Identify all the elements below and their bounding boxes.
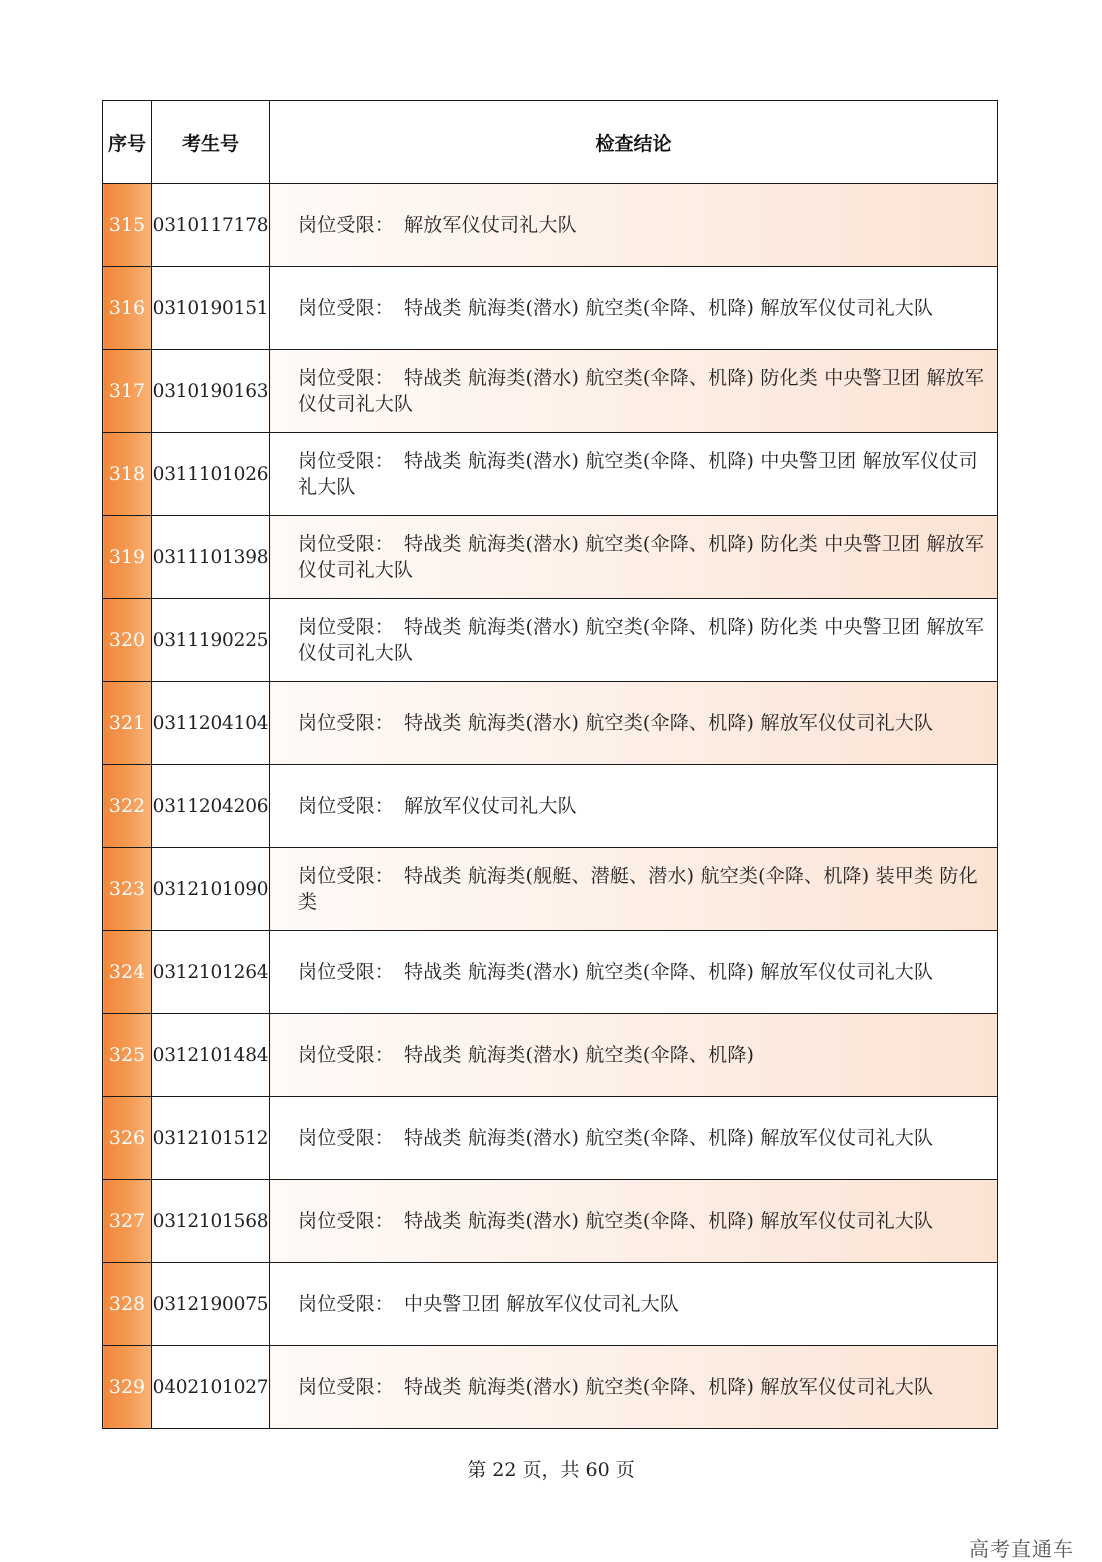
page-number: 第 22 页，共 60 页 — [467, 1459, 635, 1481]
result-prefix: 岗位受限： — [298, 616, 395, 638]
inspection-result-table — [102, 100, 998, 1429]
result-prefix: 岗位受限： — [298, 1210, 395, 1232]
exam-id-cell: 0310190151 — [152, 267, 270, 350]
header-seq: 序号 — [103, 101, 152, 184]
result-cell — [270, 682, 998, 765]
result-prefix: 岗位受限： — [298, 450, 395, 472]
result-prefix: 岗位受限： — [298, 795, 395, 817]
seq-cell: 321 — [103, 682, 152, 765]
seq-cell: 315 — [103, 184, 152, 267]
result-cell — [270, 1180, 998, 1263]
exam-id-cell: 0311204206 — [152, 765, 270, 848]
result-detail: 特战类 航海类(潜水) 航空类(伞降、机降) 解放军仪仗司礼大队 — [404, 1127, 934, 1149]
result-detail: 特战类 航海类(潜水) 航空类(伞降、机降) 解放军仪仗司礼大队 — [404, 961, 934, 983]
header-exam-id: 考生号 — [152, 101, 270, 184]
exam-id-cell: 0311101398 — [152, 516, 270, 599]
table-row — [103, 1180, 998, 1263]
result-prefix: 岗位受限： — [298, 533, 395, 555]
result-prefix: 岗位受限： — [298, 865, 395, 887]
table-row — [103, 516, 998, 599]
table-row — [103, 1346, 998, 1429]
result-prefix: 岗位受限： — [298, 1293, 395, 1315]
result-detail: 特战类 航海类(潜水) 航空类(伞降、机降) 中央警卫团 解放军仪仗司礼大队 — [298, 450, 978, 498]
result-detail: 特战类 航海类(潜水) 航空类(伞降、机降) 防化类 中央警卫团 解放军仪仗司礼大队 — [298, 616, 985, 664]
table-row — [103, 350, 998, 433]
result-prefix: 岗位受限： — [298, 297, 395, 319]
seq-cell: 320 — [103, 599, 152, 682]
seq-cell: 317 — [103, 350, 152, 433]
table-row — [103, 765, 998, 848]
result-cell — [270, 516, 998, 599]
result-cell — [270, 1097, 998, 1180]
result-cell — [270, 184, 998, 267]
exam-id-cell: 0311204104 — [152, 682, 270, 765]
table-header-row — [103, 101, 998, 184]
result-cell — [270, 1014, 998, 1097]
seq-cell: 327 — [103, 1180, 152, 1263]
exam-id-cell: 0312101568 — [152, 1180, 270, 1263]
table-row — [103, 1014, 998, 1097]
result-detail: 特战类 航海类(潜水) 航空类(伞降、机降) 解放军仪仗司礼大队 — [404, 1210, 934, 1232]
seq-cell: 316 — [103, 267, 152, 350]
seq-cell: 322 — [103, 765, 152, 848]
result-detail: 中央警卫团 解放军仪仗司礼大队 — [404, 1293, 680, 1315]
table-row — [103, 1097, 998, 1180]
exam-id-cell: 0311190225 — [152, 599, 270, 682]
table-row — [103, 433, 998, 516]
exam-id-cell: 0311101026 — [152, 433, 270, 516]
table-row — [103, 599, 998, 682]
table-row — [103, 1263, 998, 1346]
result-cell — [270, 1263, 998, 1346]
seq-cell: 329 — [103, 1346, 152, 1429]
exam-id-cell: 0312101090 — [152, 848, 270, 931]
header-result: 检查结论 — [270, 101, 998, 184]
result-cell — [270, 433, 998, 516]
result-detail: 特战类 航海类(潜水) 航空类(伞降、机降) 防化类 中央警卫团 解放军仪仗司礼大队 — [298, 367, 985, 415]
result-detail: 特战类 航海类(潜水) 航空类(伞降、机降) 解放军仪仗司礼大队 — [404, 1376, 934, 1398]
result-cell — [270, 267, 998, 350]
seq-cell: 326 — [103, 1097, 152, 1180]
result-detail: 特战类 航海类(潜水) 航空类(伞降、机降) 解放军仪仗司礼大队 — [404, 297, 934, 319]
result-prefix: 岗位受限： — [298, 1376, 395, 1398]
result-detail: 特战类 航海类(潜水) 航空类(伞降、机降) — [404, 1044, 755, 1066]
seq-cell: 328 — [103, 1263, 152, 1346]
result-cell — [270, 931, 998, 1014]
seq-cell: 325 — [103, 1014, 152, 1097]
result-detail: 特战类 航海类(舰艇、潜艇、潜水) 航空类(伞降、机降) 装甲类 防化类 — [298, 865, 978, 913]
result-detail: 特战类 航海类(潜水) 航空类(伞降、机降) 防化类 中央警卫团 解放军仪仗司礼大队 — [298, 533, 985, 581]
exam-id-cell: 0312101264 — [152, 931, 270, 1014]
exam-id-cell: 0312190075 — [152, 1263, 270, 1346]
result-detail: 特战类 航海类(潜水) 航空类(伞降、机降) 解放军仪仗司礼大队 — [404, 712, 934, 734]
result-cell — [270, 848, 998, 931]
seq-cell: 323 — [103, 848, 152, 931]
table-row — [103, 682, 998, 765]
table-row — [103, 267, 998, 350]
result-cell — [270, 1346, 998, 1429]
table-row — [103, 931, 998, 1014]
result-cell — [270, 765, 998, 848]
result-cell — [270, 599, 998, 682]
result-prefix: 岗位受限： — [298, 1044, 395, 1066]
exam-id-cell: 0312101484 — [152, 1014, 270, 1097]
result-detail: 解放军仪仗司礼大队 — [404, 795, 577, 817]
exam-id-cell: 0310117178 — [152, 184, 270, 267]
table-row — [103, 184, 998, 267]
table-body — [103, 184, 998, 1429]
watermark-text: 高考直通车 — [969, 1537, 1074, 1561]
seq-cell: 324 — [103, 931, 152, 1014]
result-prefix: 岗位受限： — [298, 712, 395, 734]
result-prefix: 岗位受限： — [298, 961, 395, 983]
exam-id-cell: 0310190163 — [152, 350, 270, 433]
result-cell — [270, 350, 998, 433]
result-prefix: 岗位受限： — [298, 1127, 395, 1149]
seq-cell: 318 — [103, 433, 152, 516]
exam-id-cell: 0312101512 — [152, 1097, 270, 1180]
table-row — [103, 848, 998, 931]
result-detail: 解放军仪仗司礼大队 — [404, 214, 577, 236]
result-prefix: 岗位受限： — [298, 214, 395, 236]
exam-id-cell: 0402101027 — [152, 1346, 270, 1429]
result-prefix: 岗位受限： — [298, 367, 395, 389]
seq-cell: 319 — [103, 516, 152, 599]
